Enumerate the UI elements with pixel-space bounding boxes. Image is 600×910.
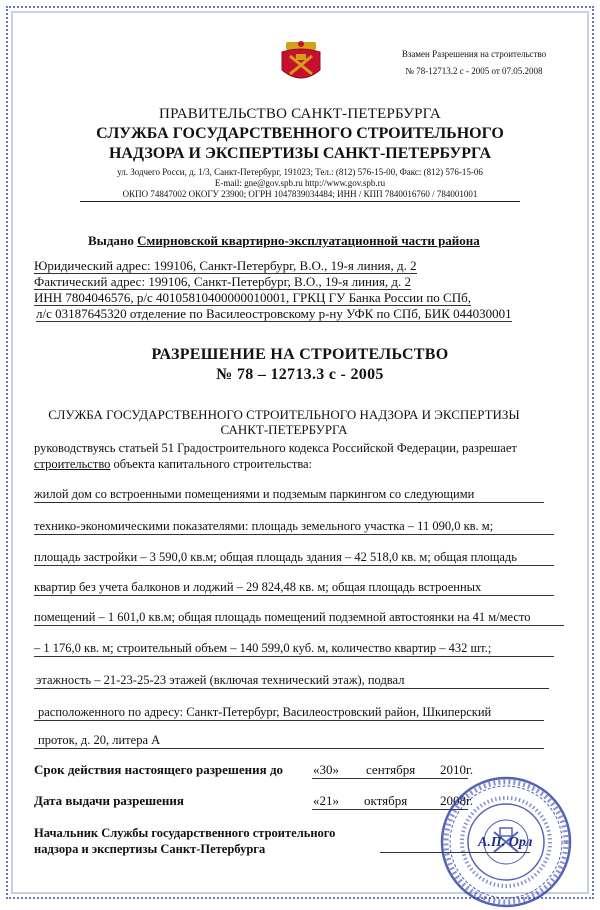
underline	[34, 656, 554, 657]
underline	[34, 565, 554, 566]
legal-basis: руководствуясь статьей 51 Градостроительного кодекса Российской Федерации, разрешает строительство объекта капитального строительства:	[34, 441, 517, 471]
object-address-line-2: проток, д. 20, литера А	[38, 733, 161, 747]
contact-codes: ОКПО 74847002 ОКОГУ 23900; ОГРН 1047839034484; ИНН / КПП 7840016760 / 784001001	[122, 189, 478, 199]
coat-of-arms-icon	[278, 40, 324, 86]
issued-to	[88, 233, 480, 249]
bank-details: ИНН 7804046576, р/с 40105810400000010001, ГРКЦ ГУ Банка России по СПб,	[34, 290, 471, 305]
account-details: л/с 03187645320 отделение по Василеостровскому р-ну УФК по СПб, БИК 044030001	[36, 306, 512, 321]
replacement-note	[386, 46, 562, 80]
contact-address: ул. Зодчего Росси, д. 1/3, Санкт-Петербург, 191023; Тел.: (812) 576-15-00, Факс: (812) 576-15-06	[117, 167, 483, 177]
actual-address: Фактический адрес: 199106, Санкт-Петербург, В.О., 19-я линия, д. 2	[34, 274, 412, 289]
issuing-service: СЛУЖБА ГОСУДАРСТВЕННОГО СТРОИТЕЛЬНОГО НАДЗОРА И ЭКСПЕРТИЗЫ САНКТ-ПЕТЕРБУРГА	[48, 407, 520, 437]
validity-year: 2010г.	[440, 762, 474, 777]
underline	[34, 625, 564, 626]
issue-day: «21»	[313, 793, 339, 808]
object-line-2: технико-экономическими показателями: площадь земельного участка – 11 090,0 кв. м;	[34, 519, 494, 533]
validity-label: Срок действия настоящего разрешения до	[34, 762, 284, 777]
issue-month: октября	[364, 793, 408, 808]
object-line-6: – 1 176,0 кв. м; строительный объем – 140 599,0 куб. м, количество квартир – 432 шт.;	[34, 641, 492, 655]
signature: А.П. Орл	[478, 835, 533, 850]
underline	[34, 748, 544, 749]
permit-title	[0, 345, 600, 385]
issued-label: Выдано	[88, 233, 134, 248]
object-line-7: этажность – 21-23-25-23 этажей (включая технический этаж), подвал	[36, 673, 405, 687]
object-line-1: жилой дом со встроенными помещениями и подземым паркингом со следующими	[34, 487, 475, 501]
signatory-title: Начальник Службы государственного строительного надзора и экспертизы Санкт-Петербурга	[34, 826, 336, 856]
object-line-3: площадь застройки – 3 590,0 кв.м; общая площадь здания – 42 518,0 кв. м; общая площадь	[34, 550, 517, 564]
validity-month: сентября	[366, 762, 416, 777]
service-heading-line1: СЛУЖБА ГОСУДАРСТВЕННОГО СТРОИТЕЛЬНОГО	[96, 125, 504, 142]
permit-number: № 78 – 12713.3 с - 2005	[216, 366, 384, 383]
permitted-action: строительство	[34, 457, 111, 471]
service-heading-line2: НАДЗОРА И ЭКСПЕРТИЗЫ САНКТ-ПЕТЕРБУРГА	[108, 145, 492, 162]
underline	[34, 688, 549, 689]
header-divider	[80, 201, 520, 202]
issue-year: 2008г.	[440, 793, 474, 808]
underline	[34, 502, 544, 503]
object-line-5: помещений – 1 601,0 кв.м; общая площадь помещений подземной автостоянки на 41 м/место	[34, 610, 531, 624]
object-address-line-1: расположенного по адресу: Санкт-Петербург, Василеостровский район, Шкиперский	[38, 705, 492, 719]
replacement-note-line2: № 78-12713.2 с - 2005 от 07.05.2008	[405, 66, 543, 76]
issue-date-label: Дата выдачи разрешения	[34, 793, 184, 808]
validity-day: «30»	[313, 762, 339, 777]
legal-address: Юридический адрес: 199106, Санкт-Петербург, В.О., 19-я линия, д. 2	[34, 258, 417, 273]
service-heading	[40, 124, 560, 164]
permit-title-line1: РАЗРЕШЕНИЕ НА СТРОИТЕЛЬСТВО	[151, 346, 449, 363]
contact-info	[40, 167, 560, 200]
underline	[34, 720, 544, 721]
object-line-4: квартир без учета балконов и лоджий – 29 824,48 кв. м; общая площадь встроенных	[34, 580, 482, 594]
replacement-note-line1: Взамен Разрешения на строительство	[401, 49, 547, 59]
underline	[34, 595, 554, 596]
contact-email: E-mail: gne@gov.spb.ru http://www.gov.spb.ru	[214, 178, 386, 188]
underline	[34, 534, 554, 535]
government-heading: ПРАВИТЕЛЬСТВО САНКТ-ПЕТЕРБУРГА	[159, 106, 441, 122]
issued-recipient: Смирновской квартирно-эксплуатационной части района	[137, 233, 480, 248]
